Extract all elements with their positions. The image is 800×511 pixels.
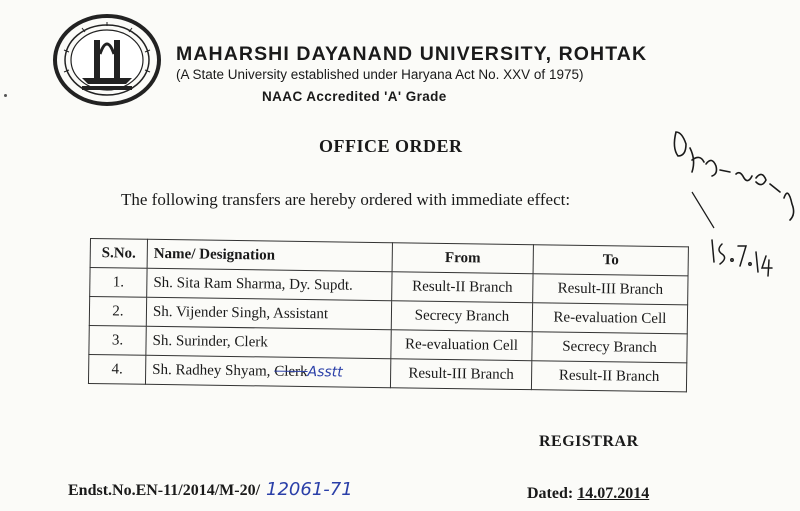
- university-seal-logo: [52, 14, 162, 106]
- cell-to: Secrecy Branch: [532, 332, 687, 363]
- cell-sno: 3.: [89, 325, 146, 355]
- cell-to: Result-III Branch: [533, 274, 688, 305]
- cell-name: Sh. Vijender Singh, Assistant: [146, 297, 391, 329]
- endorsement-number: [68, 479, 353, 500]
- cell-name: Sh. Surinder, Clerk: [146, 326, 391, 358]
- cell-name: Sh. Sita Ram Sharma, Dy. Supdt.: [147, 268, 392, 300]
- cell-to: Re-evaluation Cell: [532, 303, 687, 334]
- struck-designation: Clerk: [274, 363, 308, 380]
- signatory-title: REGISTRAR: [539, 433, 639, 450]
- cell-sno: 1.: [90, 268, 147, 298]
- cell-sno: 4.: [88, 354, 145, 384]
- column-header-sno: S.No.: [90, 239, 147, 269]
- cell-sno: 2.: [89, 297, 146, 327]
- date-label: Dated:: [527, 485, 574, 502]
- endorsement-handwritten-number: 12061-71: [266, 479, 353, 500]
- intro-text: The following transfers are hereby ordered with immediate effect:: [121, 190, 571, 209]
- column-header-to: To: [533, 245, 688, 276]
- cell-from: Re-evaluation Cell: [391, 330, 532, 361]
- cell-from: Result-III Branch: [390, 359, 531, 390]
- column-header-from: From: [392, 243, 533, 274]
- cell-from: Secrecy Branch: [391, 301, 532, 332]
- date-value: 14.07.2014: [577, 485, 650, 502]
- handwritten-correction: Asstt: [307, 363, 343, 381]
- page-title: OFFICE ORDER: [319, 136, 463, 156]
- name-text: Sh. Radhey Shyam,: [152, 361, 275, 380]
- cell-from: Result-II Branch: [392, 272, 533, 303]
- endorsement-label: Endst.No.EN-11/2014/M-20/: [68, 482, 261, 499]
- accreditation-line: NAAC Accredited 'A' Grade: [262, 89, 447, 104]
- handwritten-signature-annotation: [652, 112, 800, 302]
- transfers-table: [88, 238, 689, 392]
- date-line: [527, 485, 649, 503]
- cell-to: Result-II Branch: [531, 361, 686, 392]
- cell-name: [145, 355, 390, 387]
- university-name: MAHARSHI DAYANAND UNIVERSITY, ROHTAK: [176, 43, 648, 65]
- university-subtitle: (A State University established under Haryana Act No. XXV of 1975): [176, 67, 584, 82]
- column-header-name: Name/ Designation: [147, 239, 392, 271]
- margin-mark: [4, 94, 7, 97]
